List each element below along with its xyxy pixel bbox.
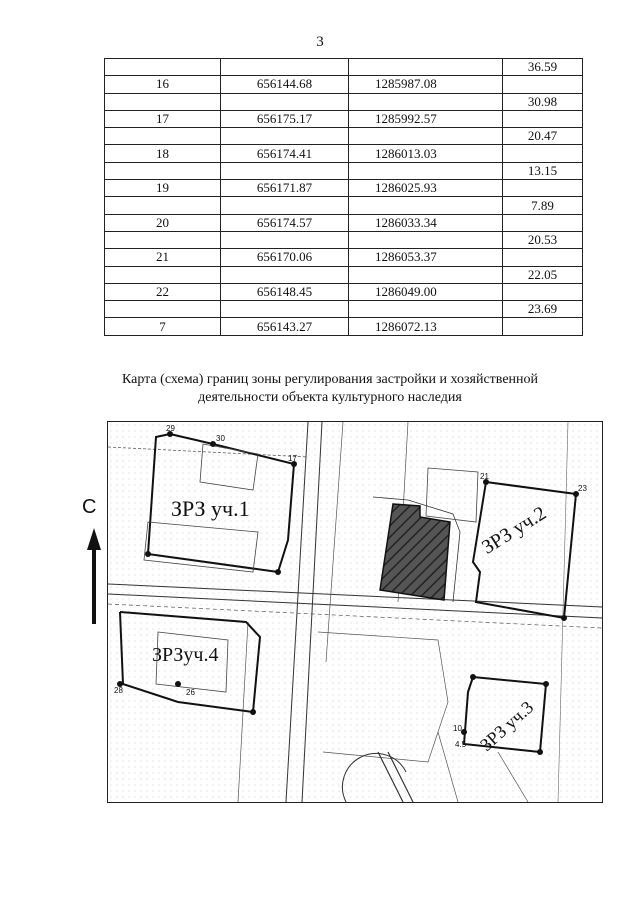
- y-coordinate-cell: 1286049.00: [349, 283, 503, 300]
- x-coordinate-cell: 656174.41: [221, 145, 349, 162]
- zone-label-4: ЗРЗуч.4: [152, 644, 219, 666]
- y-coordinate-cell: [349, 128, 503, 145]
- north-label: С: [82, 496, 97, 518]
- distance-cell: [503, 145, 583, 162]
- point-number-cell: 16: [105, 76, 221, 93]
- point-number-cell: [105, 231, 221, 248]
- distance-cell: [503, 283, 583, 300]
- x-coordinate-cell: 656170.06: [221, 249, 349, 266]
- distance-cell: 20.53: [503, 231, 583, 248]
- y-coordinate-cell: 1285992.57: [349, 110, 503, 127]
- table-row: [105, 197, 583, 214]
- point-number-cell: [105, 301, 221, 318]
- distance-cell: 30.98: [503, 93, 583, 110]
- point-label-29: 29: [166, 424, 175, 433]
- point-number-cell: 20: [105, 214, 221, 231]
- point-label-23: 23: [578, 484, 587, 493]
- table-row: [105, 301, 583, 318]
- y-coordinate-cell: 1286025.93: [349, 180, 503, 197]
- point-number-cell: 21: [105, 249, 221, 266]
- point-number-cell: 19: [105, 180, 221, 197]
- distance-cell: [503, 76, 583, 93]
- x-coordinate-cell: 656143.27: [221, 318, 349, 335]
- north-arrow-icon: [79, 498, 109, 628]
- zone-map: [107, 421, 603, 803]
- table-row: [105, 93, 583, 110]
- x-coordinate-cell: [221, 197, 349, 214]
- y-coordinate-cell: [349, 266, 503, 283]
- table-row: [105, 231, 583, 248]
- y-coordinate-cell: [349, 162, 503, 179]
- table-row: [105, 59, 583, 76]
- y-coordinate-cell: 1286053.37: [349, 249, 503, 266]
- y-coordinate-cell: [349, 93, 503, 110]
- table-row: [105, 76, 583, 93]
- distance-cell: 36.59: [503, 59, 583, 76]
- distance-cell: [503, 318, 583, 335]
- x-coordinate-cell: 656171.87: [221, 180, 349, 197]
- point-number-cell: [105, 197, 221, 214]
- x-coordinate-cell: [221, 59, 349, 76]
- y-coordinate-cell: 1286013.03: [349, 145, 503, 162]
- distance-cell: 7.89: [503, 197, 583, 214]
- x-coordinate-cell: [221, 266, 349, 283]
- point-number-cell: [105, 93, 221, 110]
- point-number-cell: [105, 128, 221, 145]
- point-number-cell: 22: [105, 283, 221, 300]
- x-coordinate-cell: [221, 93, 349, 110]
- table-row: [105, 180, 583, 197]
- point-label-21: 21: [480, 472, 489, 481]
- point-label-10: 10: [453, 724, 462, 733]
- point-number-cell: [105, 266, 221, 283]
- y-coordinate-cell: [349, 301, 503, 318]
- distance-cell: [503, 249, 583, 266]
- y-coordinate-cell: [349, 231, 503, 248]
- distance-cell: [503, 180, 583, 197]
- table-row: [105, 214, 583, 231]
- x-coordinate-cell: 656175.17: [221, 110, 349, 127]
- point-number-cell: 17: [105, 110, 221, 127]
- x-coordinate-cell: [221, 162, 349, 179]
- map-drawing: [108, 422, 602, 802]
- y-coordinate-cell: 1286033.34: [349, 214, 503, 231]
- caption-line-2: деятельности объекта культурного наследия: [198, 390, 462, 405]
- point-label-4-5: 4.5: [455, 740, 467, 749]
- point-number-cell: [105, 59, 221, 76]
- caption-line-1: Карта (схема) границ зоны регулирования застройки и хозяйственной: [121, 372, 539, 387]
- point-number-cell: 7: [105, 318, 221, 335]
- point-label-30: 30: [216, 434, 225, 443]
- distance-cell: 13.15: [503, 162, 583, 179]
- distance-cell: [503, 110, 583, 127]
- y-coordinate-cell: 1285987.08: [349, 76, 503, 93]
- distance-cell: 20.47: [503, 128, 583, 145]
- point-number-cell: 18: [105, 145, 221, 162]
- x-coordinate-cell: [221, 128, 349, 145]
- distance-cell: [503, 214, 583, 231]
- x-coordinate-cell: 656144.68: [221, 76, 349, 93]
- y-coordinate-cell: 1286072.13: [349, 318, 503, 335]
- y-coordinate-cell: [349, 197, 503, 214]
- distance-cell: 23.69: [503, 301, 583, 318]
- point-label-17: 17: [288, 454, 297, 463]
- page-number: 3: [316, 34, 324, 50]
- x-coordinate-cell: 656148.45: [221, 283, 349, 300]
- table-row: [105, 283, 583, 300]
- coordinates-table: [104, 58, 583, 336]
- zone-label-3: ЗРЗ уч.3: [476, 696, 538, 755]
- table-row: [105, 266, 583, 283]
- point-number-cell: [105, 162, 221, 179]
- y-coordinate-cell: [349, 59, 503, 76]
- table-row: [105, 145, 583, 162]
- x-coordinate-cell: [221, 231, 349, 248]
- distance-cell: 22.05: [503, 266, 583, 283]
- point-label-26: 26: [186, 688, 195, 697]
- table-row: [105, 162, 583, 179]
- x-coordinate-cell: 656174.57: [221, 214, 349, 231]
- x-coordinate-cell: [221, 301, 349, 318]
- table-row: [105, 128, 583, 145]
- zone-label-2: ЗРЗ уч.2: [478, 502, 551, 559]
- zone-label-1: ЗРЗ уч.1: [171, 496, 250, 521]
- table-row: [105, 110, 583, 127]
- table-row: [105, 249, 583, 266]
- table-row: [105, 318, 583, 335]
- point-label-28: 28: [114, 686, 123, 695]
- map-caption: [60, 371, 600, 407]
